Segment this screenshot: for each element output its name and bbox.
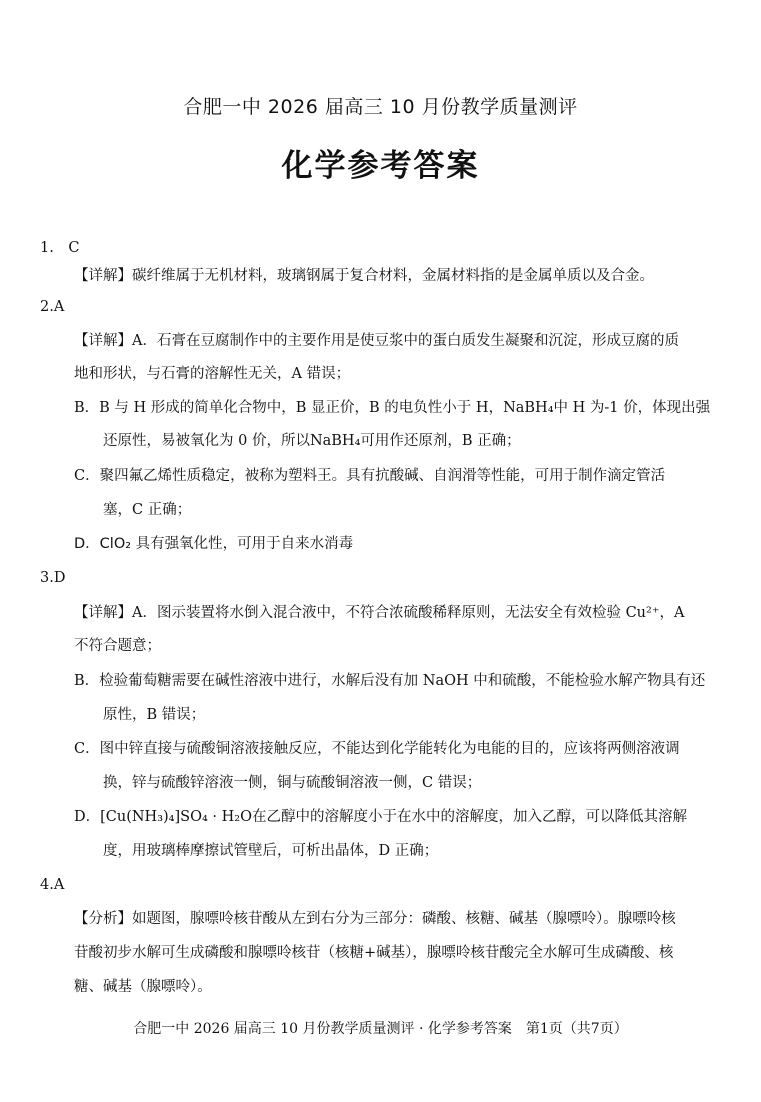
page-title: 化学参考答案: [281, 148, 480, 184]
question-4-analysis: 【分析】如题图，腺嘌呤核苷酸从左到右分为三部分：磷酸、核糖、碱基（腺嘌呤）。腺嘌呤核: [74, 911, 676, 927]
question-3-option-b-cont: 原性，B 错误；: [103, 707, 206, 723]
question-2-option-a: 【详解】A．石膏在豆腐制作中的主要作用是使豆浆中的蛋白质发生凝聚和沉淀，形成豆腐的质: [74, 333, 679, 349]
question-1-number: 1. C: [40, 240, 80, 256]
question-4-number: 4.A: [40, 877, 65, 893]
question-3-option-a-cont: 不符合题意；: [74, 638, 161, 654]
question-2-option-d: D．ClO₂ 具有强氧化性，可用于自来水消毒: [74, 536, 354, 552]
question-4-analysis-cont: 苷酸初步水解可生成磷酸和腺嘌呤核苷（核糖+碱基），腺嘌呤核苷酸完全水解可生成磷酸、核: [74, 945, 674, 961]
question-2-option-b-cont: 还原性，易被氧化为 0 价，所以NaBH₄可用作还原剂，B 正确；: [103, 433, 521, 449]
question-4-analysis-end: 糖、碱基（腺嘌呤）。: [74, 979, 212, 995]
page-footer: 合肥一中 2026 届高三 10 月份教学质量测评 · 化学参考答案 第1页（共7页）: [133, 1021, 628, 1037]
exam-subtitle: 合肥一中 2026 届高三 10 月份教学质量测评: [183, 96, 578, 118]
question-3-option-c-cont: 换，锌与硫酸锌溶液一侧，铜与硫酸铜溶液一侧，C 错误；: [103, 775, 482, 791]
question-3-option-b: B．检验葡萄糖需要在碱性溶液中进行，水解后没有加 NaOH 中和硫酸，不能检验水解产物具有还: [74, 673, 706, 689]
question-3-option-c: C．图中锌直接与硫酸铜溶液接触反应，不能达到化学能转化为电能的目的，应该将两侧溶液调: [74, 741, 680, 757]
question-2-number: 2.A: [40, 299, 65, 315]
question-2-option-a-cont: 地和形状，与石膏的溶解性无关，A 错误；: [74, 366, 351, 382]
question-3-number: 3.D: [40, 570, 66, 586]
question-3-option-d-cont: 度，用玻璃棒摩擦试管壁后，可析出晶体，D 正确；: [103, 843, 439, 859]
question-2-option-c: C．聚四氟乙烯性质稳定，被称为塑料王。具有抗酸碱、自润滑等性能，可用于制作滴定管活: [74, 468, 666, 484]
question-1-explanation: 【详解】碳纤维属于无机材料，玻璃钢属于复合材料，金属材料指的是金属单质以及合金。: [74, 268, 654, 284]
question-3-option-a: 【详解】A．图示装置将水倒入混合液中，不符合浓硫酸稀释原则，无法安全有效检验 Cu²⁺，A: [74, 605, 685, 621]
question-2-option-b: B．B 与 H 形成的简单化合物中，B 显正价，B 的电负性小于 H，NaBH₄中 H 为-1 价，体现出强: [74, 400, 711, 416]
question-3-option-d: D．[Cu(NH₃)₄]SO₄ · H₂O在乙醇中的溶解度小于在水中的溶解度，加入乙醇，可以降低其溶解: [74, 809, 687, 825]
question-2-option-c-cont: 塞，C 正确；: [103, 502, 192, 518]
